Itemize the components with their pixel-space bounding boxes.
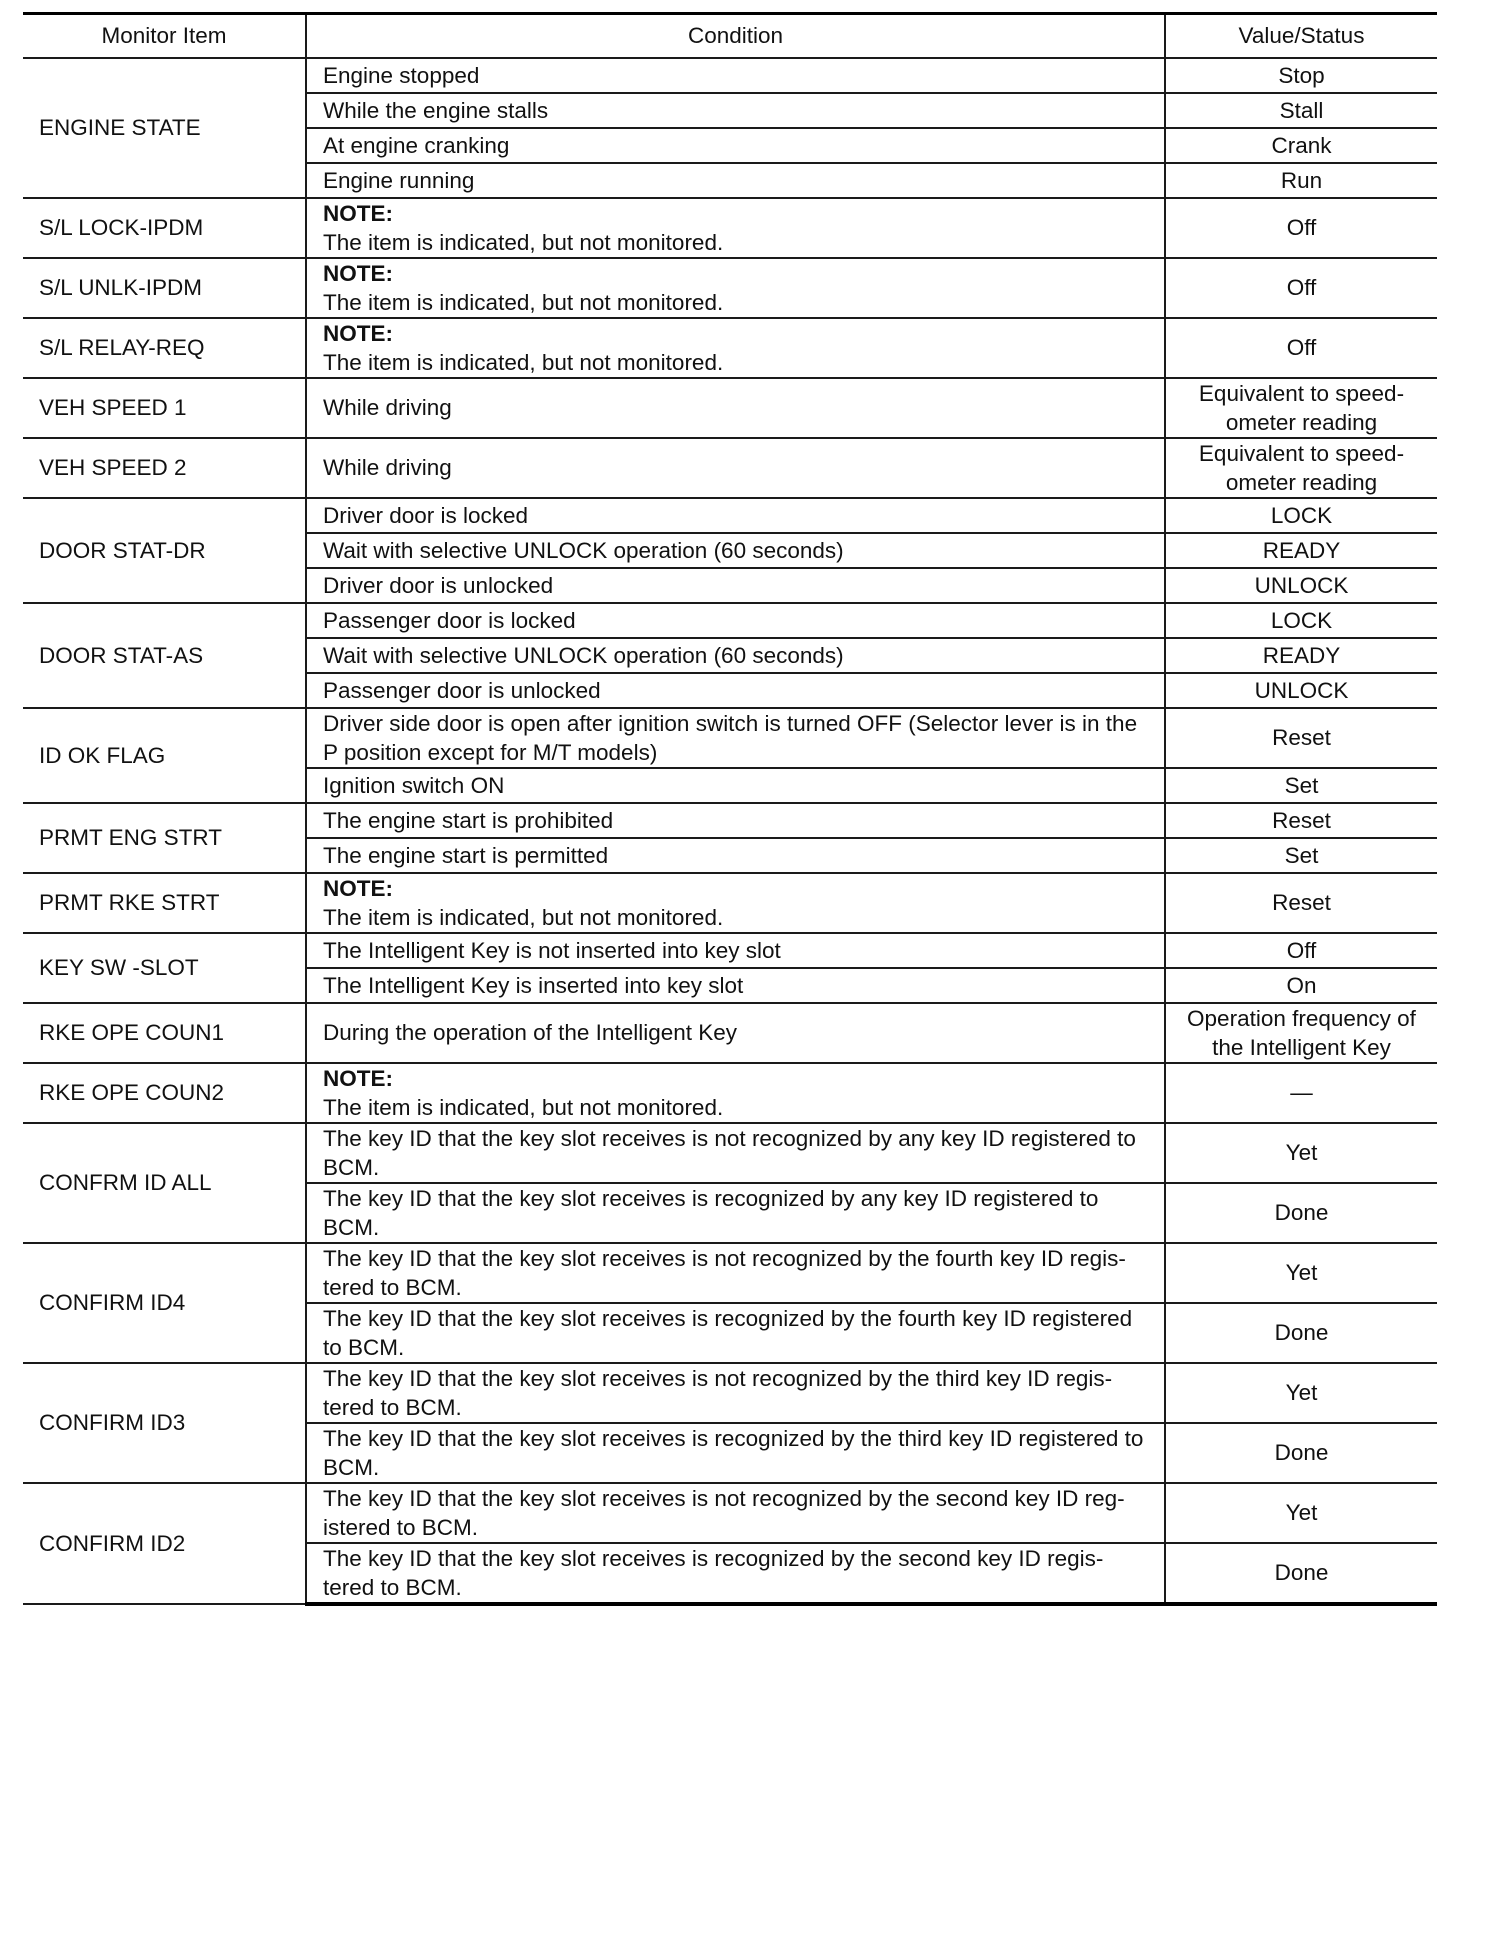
value-status-cell: Stall xyxy=(1165,93,1437,128)
condition-cell: The key ID that the key slot receives is recognized by the fourth key ID registered to BCM. xyxy=(306,1303,1165,1363)
value-status-cell: Done xyxy=(1165,1183,1437,1243)
table-row xyxy=(23,1063,1437,1123)
value-status-cell: Equivalent to speed-ometer reading xyxy=(1165,378,1437,438)
condition-cell: At engine cranking xyxy=(306,128,1165,163)
value-status-cell: Set xyxy=(1165,838,1437,873)
condition-cell: During the operation of the Intelligent Key xyxy=(306,1003,1165,1063)
condition-cell xyxy=(306,1063,1165,1123)
condition-cell: Wait with selective UNLOCK operation (60 seconds) xyxy=(306,638,1165,673)
note-label: NOTE: xyxy=(323,200,393,226)
value-status-cell: Off xyxy=(1165,258,1437,318)
table-row xyxy=(23,378,1437,438)
condition-cell xyxy=(306,258,1165,318)
monitor-item-cell: VEH SPEED 1 xyxy=(23,378,306,438)
value-status-cell: Off xyxy=(1165,318,1437,378)
condition-cell: The Intelligent Key is not inserted into key slot xyxy=(306,933,1165,968)
value-status-cell: READY xyxy=(1165,638,1437,673)
monitor-item-cell: DOOR STAT-DR xyxy=(23,498,306,603)
condition-cell: Driver side door is open after ignition switch is turned OFF (Selector lever is in the P position except for M/T models) xyxy=(306,708,1165,768)
condition-cell: Ignition switch ON xyxy=(306,768,1165,803)
table-row xyxy=(23,1363,1437,1423)
condition-cell: The key ID that the key slot receives is not recognized by the third key ID regis-tered to BCM. xyxy=(306,1363,1165,1423)
monitor-item-cell: CONFIRM ID4 xyxy=(23,1243,306,1363)
condition-cell: Engine stopped xyxy=(306,58,1165,93)
condition-cell: The key ID that the key slot receives is recognized by the second key ID regis-tered to BCM. xyxy=(306,1543,1165,1604)
condition-cell: Wait with selective UNLOCK operation (60 seconds) xyxy=(306,533,1165,568)
value-status-cell: LOCK xyxy=(1165,603,1437,638)
monitor-item-cell: ENGINE STATE xyxy=(23,58,306,198)
condition-cell: The key ID that the key slot receives is recognized by the third key ID registered to BCM. xyxy=(306,1423,1165,1483)
header-value-status: Value/Status xyxy=(1165,14,1437,58)
value-status-cell: UNLOCK xyxy=(1165,673,1437,708)
condition-cell: Engine running xyxy=(306,163,1165,198)
value-status-cell: Yet xyxy=(1165,1483,1437,1543)
table-row xyxy=(23,318,1437,378)
condition-cell: The engine start is prohibited xyxy=(306,803,1165,838)
note-text: The item is indicated, but not monitored. xyxy=(323,349,724,375)
table-header-row xyxy=(23,14,1437,58)
value-status-cell: Reset xyxy=(1165,708,1437,768)
monitor-item-cell: PRMT ENG STRT xyxy=(23,803,306,873)
value-status-cell: Reset xyxy=(1165,803,1437,838)
monitor-item-table xyxy=(23,12,1437,1606)
value-status-cell: Done xyxy=(1165,1543,1437,1604)
table-body xyxy=(23,58,1437,1604)
condition-cell xyxy=(306,873,1165,933)
table-row xyxy=(23,1003,1437,1063)
monitor-item-cell: S/L LOCK-IPDM xyxy=(23,198,306,258)
value-status-cell: Set xyxy=(1165,768,1437,803)
condition-cell xyxy=(306,198,1165,258)
value-status-cell: On xyxy=(1165,968,1437,1003)
monitor-item-cell: CONFRM ID ALL xyxy=(23,1123,306,1243)
header-monitor-item: Monitor Item xyxy=(23,14,306,58)
table-row xyxy=(23,1483,1437,1543)
table-row xyxy=(23,198,1437,258)
value-status-cell: Operation frequency of the Intelligent Key xyxy=(1165,1003,1437,1063)
condition-cell: While the engine stalls xyxy=(306,93,1165,128)
table-row xyxy=(23,803,1437,838)
value-status-cell: Yet xyxy=(1165,1243,1437,1303)
note-text: The item is indicated, but not monitored. xyxy=(323,904,724,930)
condition-cell: The key ID that the key slot receives is not recognized by the second key ID reg-istered to BCM. xyxy=(306,1483,1165,1543)
condition-cell: While driving xyxy=(306,438,1165,498)
value-status-cell: READY xyxy=(1165,533,1437,568)
note-text: The item is indicated, but not monitored. xyxy=(323,1094,724,1120)
condition-cell: The engine start is permitted xyxy=(306,838,1165,873)
condition-cell: The key ID that the key slot receives is recognized by any key ID registered to BCM. xyxy=(306,1183,1165,1243)
table-row xyxy=(23,603,1437,638)
monitor-item-cell: PRMT RKE STRT xyxy=(23,873,306,933)
monitor-item-cell: S/L UNLK-IPDM xyxy=(23,258,306,318)
note-label: NOTE: xyxy=(323,260,393,286)
table-row xyxy=(23,873,1437,933)
value-status-cell: Crank xyxy=(1165,128,1437,163)
condition-cell: While driving xyxy=(306,378,1165,438)
condition-cell: Driver door is locked xyxy=(306,498,1165,533)
table-row xyxy=(23,438,1437,498)
table-row xyxy=(23,708,1437,768)
note-label: NOTE: xyxy=(323,320,393,346)
value-status-cell: Yet xyxy=(1165,1363,1437,1423)
value-status-cell: Off xyxy=(1165,933,1437,968)
value-status-cell: Run xyxy=(1165,163,1437,198)
condition-cell: Passenger door is unlocked xyxy=(306,673,1165,708)
condition-cell: Passenger door is locked xyxy=(306,603,1165,638)
value-status-cell: — xyxy=(1165,1063,1437,1123)
condition-cell xyxy=(306,318,1165,378)
monitor-item-cell: ID OK FLAG xyxy=(23,708,306,803)
table-row xyxy=(23,258,1437,318)
value-status-cell: Yet xyxy=(1165,1123,1437,1183)
condition-cell: The key ID that the key slot receives is not recognized by the fourth key ID regis-tered to BCM. xyxy=(306,1243,1165,1303)
monitor-item-cell: KEY SW -SLOT xyxy=(23,933,306,1003)
value-status-cell: Stop xyxy=(1165,58,1437,93)
condition-cell: Driver door is unlocked xyxy=(306,568,1165,603)
monitor-item-cell: DOOR STAT-AS xyxy=(23,603,306,708)
value-status-cell: Done xyxy=(1165,1423,1437,1483)
table-row xyxy=(23,498,1437,533)
table-row xyxy=(23,933,1437,968)
value-status-cell: Done xyxy=(1165,1303,1437,1363)
condition-cell: The Intelligent Key is inserted into key slot xyxy=(306,968,1165,1003)
header-condition: Condition xyxy=(306,14,1165,58)
note-label: NOTE: xyxy=(323,875,393,901)
monitor-item-cell: CONFIRM ID3 xyxy=(23,1363,306,1483)
value-status-cell: LOCK xyxy=(1165,498,1437,533)
condition-cell: The key ID that the key slot receives is not recognized by any key ID registered to BCM. xyxy=(306,1123,1165,1183)
monitor-item-cell: VEH SPEED 2 xyxy=(23,438,306,498)
note-label: NOTE: xyxy=(323,1065,393,1091)
monitor-item-cell: S/L RELAY-REQ xyxy=(23,318,306,378)
value-status-cell: Equivalent to speed-ometer reading xyxy=(1165,438,1437,498)
monitor-item-cell: RKE OPE COUN2 xyxy=(23,1063,306,1123)
table-row xyxy=(23,1123,1437,1183)
monitor-item-cell: CONFIRM ID2 xyxy=(23,1483,306,1604)
value-status-cell: Off xyxy=(1165,198,1437,258)
monitor-item-cell: RKE OPE COUN1 xyxy=(23,1003,306,1063)
table-row xyxy=(23,58,1437,93)
value-status-cell: UNLOCK xyxy=(1165,568,1437,603)
value-status-cell: Reset xyxy=(1165,873,1437,933)
table-row xyxy=(23,1243,1437,1303)
note-text: The item is indicated, but not monitored. xyxy=(323,229,724,255)
note-text: The item is indicated, but not monitored. xyxy=(323,289,724,315)
